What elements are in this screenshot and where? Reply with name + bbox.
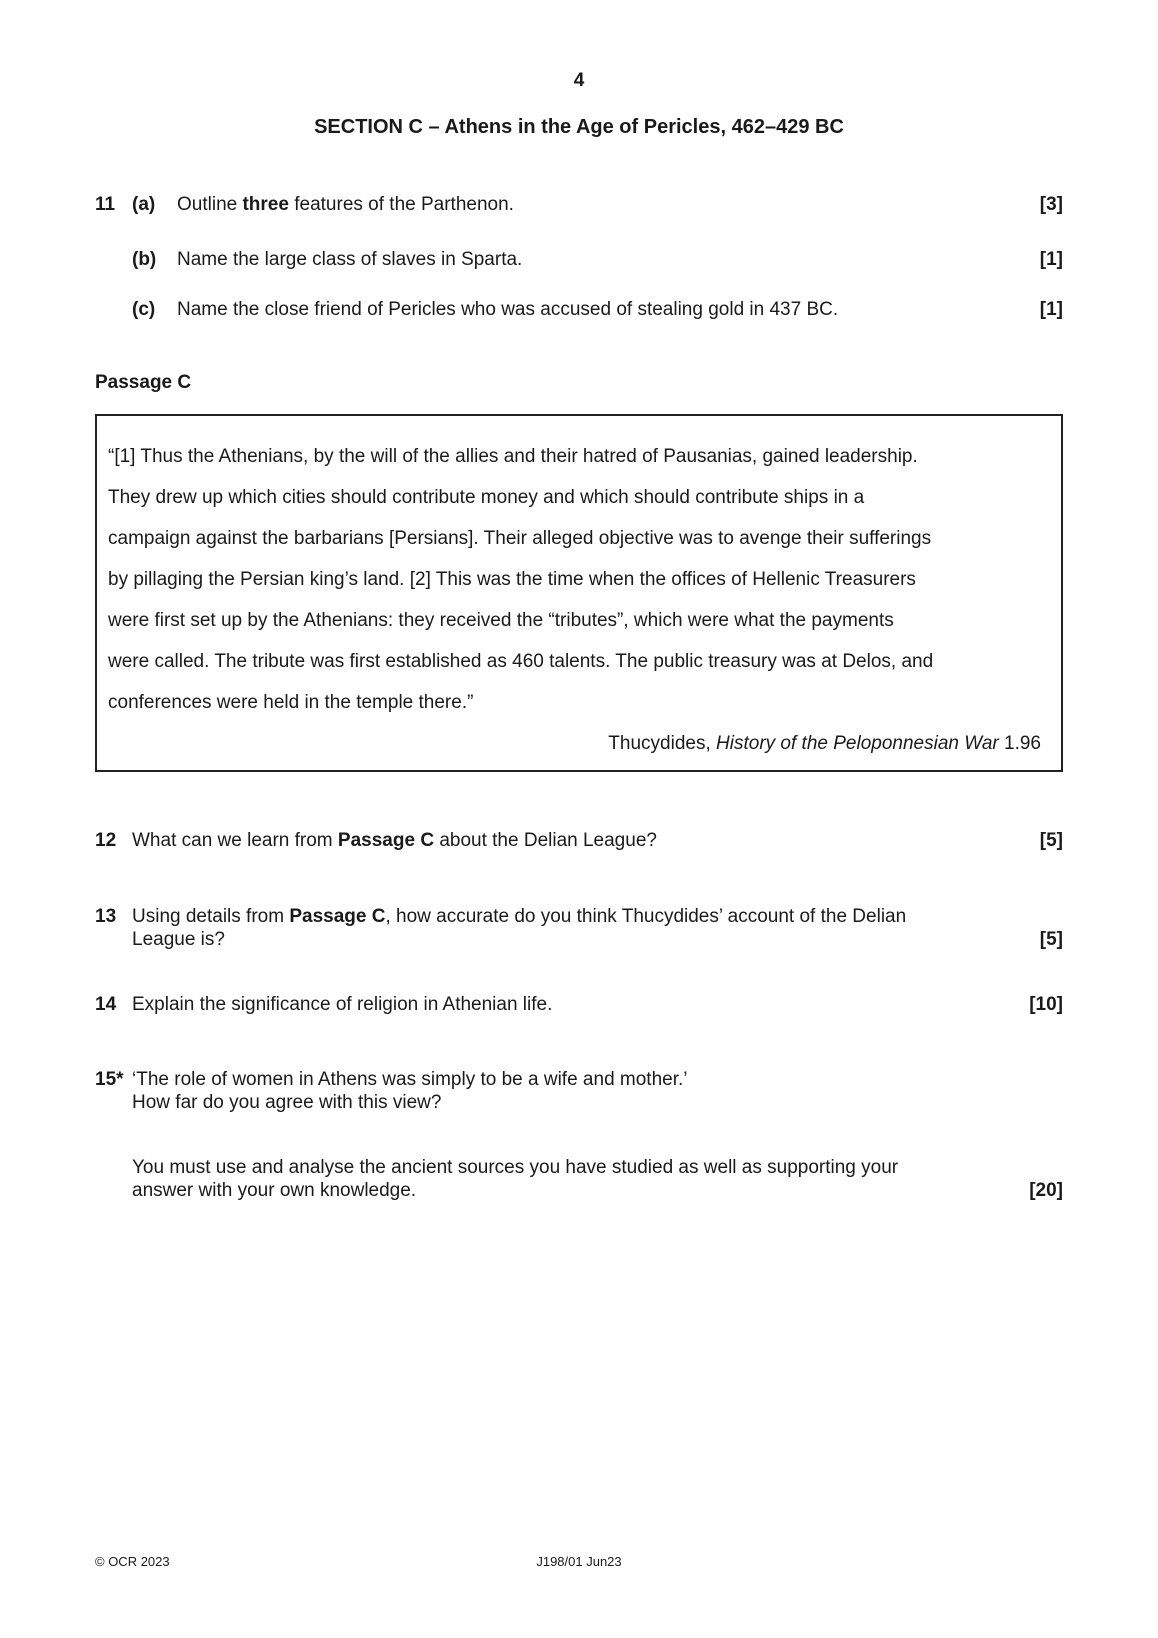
- question-number: 11: [95, 194, 116, 215]
- question-row-15: [95, 1068, 1063, 1114]
- question-number: 13: [95, 906, 117, 927]
- question-text-segment: answer with your own knowledge.: [132, 1180, 417, 1201]
- question-row-15-continuation: [95, 1156, 1063, 1202]
- question-row-13: [95, 905, 1063, 951]
- question-text-segment: What can we learn from: [132, 830, 338, 851]
- question-number: 15*: [95, 1069, 124, 1090]
- question-text-segment: Name the close friend of Pericles who was accused of stealing gold in 437 BC.: [177, 299, 839, 320]
- marks-badge: [20]: [1029, 1180, 1063, 1201]
- question-row-12: [95, 829, 1063, 852]
- question-text-segment: features of the Parthenon.: [288, 194, 514, 215]
- question-text-segment: Using details from: [132, 906, 290, 927]
- section-heading: SECTION C – Athens in the Age of Pericles, 462–429 BC: [314, 116, 844, 138]
- question-text: [177, 248, 1030, 271]
- passage-line: They drew up which cities should contribute money and which should contribute ships in a: [108, 487, 865, 508]
- passage-box: [95, 414, 1063, 772]
- question-text-segment: League is?: [132, 929, 225, 950]
- page-number: 4: [573, 70, 585, 91]
- part-letter: (c): [132, 299, 156, 320]
- passage-attribution: [108, 723, 1041, 764]
- passage-line: conferences were held in the temple there.”: [108, 692, 474, 713]
- question-text: [132, 993, 1019, 1016]
- part-letter: (a): [132, 194, 156, 215]
- question-text-bold-segment: Passage C: [289, 906, 386, 927]
- passage-line: “[1] Thus the Athenians, by the will of the allies and their hatred of Pausanias, gained leadership.: [108, 446, 918, 467]
- passage-line: were first set up by the Athenians: they received the “tributes”, which were what the payments: [108, 610, 894, 631]
- question-text: [132, 1156, 1019, 1202]
- part-letter: (b): [132, 249, 157, 270]
- question-text-segment: ‘The role of women in Athens was simply to be a wife and mother.’: [132, 1069, 688, 1090]
- question-text-bold-segment: Passage C: [337, 830, 435, 851]
- question-number: 14: [95, 994, 117, 1015]
- question-text: [177, 298, 1030, 321]
- footer-copyright: © OCR 2023: [95, 1554, 170, 1569]
- question-row-14: [95, 993, 1063, 1016]
- question-number: 12: [95, 830, 117, 851]
- question-row-11b: [95, 248, 1063, 271]
- question-text-segment: Name the large class of slaves in Sparta.: [177, 249, 523, 270]
- question-text-segment: Explain the significance of religion in Athenian life.: [132, 994, 553, 1015]
- question-text: [132, 829, 1030, 852]
- marks-badge: [3]: [1039, 194, 1063, 215]
- question-text: [132, 1068, 1063, 1114]
- footer-reference: J198/01 Jun23: [536, 1554, 622, 1569]
- attribution-author: Thucydides,: [608, 733, 717, 754]
- marks-badge: [1]: [1039, 299, 1063, 320]
- question-text-segment: How far do you agree with this view?: [132, 1092, 442, 1113]
- question-text: [132, 905, 1030, 951]
- marks-badge: [1]: [1039, 249, 1063, 270]
- question-text-segment: Outline: [177, 194, 243, 215]
- attribution-reference: 1.96: [998, 733, 1041, 754]
- question-text-segment: , how accurate do you think Thucydides’ account of the Delian: [385, 906, 907, 927]
- passage-line: campaign against the barbarians [Persians]. Their alleged objective was to avenge their sufferings: [108, 528, 932, 549]
- marks-badge: [5]: [1039, 929, 1063, 950]
- question-text-segment: You must use and analyse the ancient sources you have studied as well as supporting your: [132, 1157, 899, 1178]
- passage-heading: Passage C: [95, 372, 192, 393]
- question-text: [177, 193, 1030, 216]
- question-text-segment: about the Delian League?: [434, 830, 657, 851]
- question-row-11a: [95, 193, 1063, 216]
- marks-badge: [5]: [1039, 830, 1063, 851]
- question-text-bold-segment: three: [242, 194, 289, 215]
- passage-line: by pillaging the Persian king’s land. [2] This was the time when the offices of Hellenic Treasurers: [108, 569, 916, 590]
- question-row-11c: [95, 298, 1063, 321]
- marks-badge: [10]: [1029, 994, 1063, 1015]
- passage-line: were called. The tribute was first established as 460 talents. The public treasury was at Delos, and: [108, 651, 934, 672]
- attribution-work-title: History of the Peloponnesian War: [716, 733, 999, 754]
